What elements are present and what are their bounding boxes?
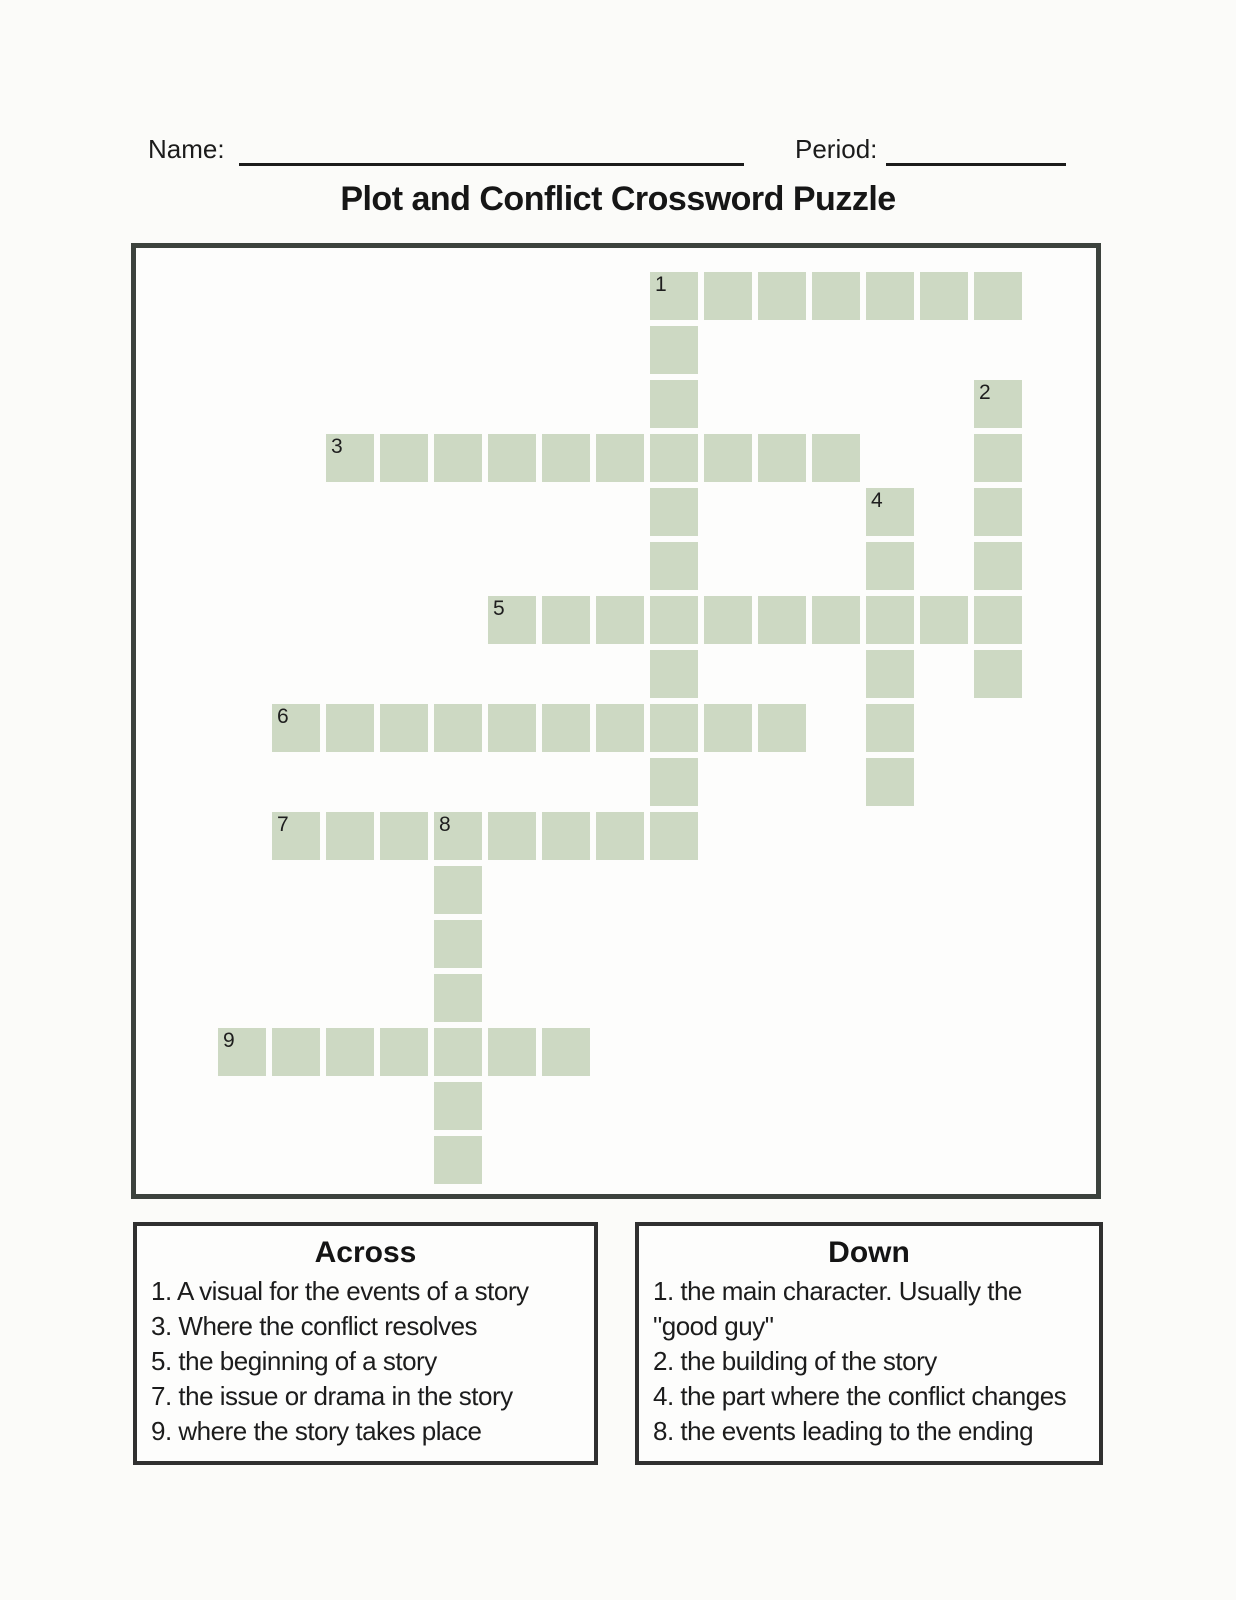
grid-cell [596, 434, 644, 482]
grid-cell [650, 650, 698, 698]
across-clue-9: 9. where the story takes place [151, 1416, 482, 1446]
grid-cell [434, 1082, 482, 1130]
grid-cell [974, 434, 1022, 482]
grid-cell [704, 272, 752, 320]
grid-cell [326, 704, 374, 752]
grid-cell [434, 704, 482, 752]
grid-cell [434, 974, 482, 1022]
grid-cell [326, 1028, 374, 1076]
down-title: Down [828, 1236, 910, 1269]
grid-cell [542, 434, 590, 482]
grid-cell [812, 434, 860, 482]
grid-cell [866, 650, 914, 698]
grid-cell [758, 704, 806, 752]
grid-cell [380, 1028, 428, 1076]
across-title: Across [314, 1236, 417, 1269]
grid-cell [974, 650, 1022, 698]
grid-cell [920, 596, 968, 644]
clue-number: 6 [277, 705, 289, 728]
across-clue-5: 5. the beginning of a story [151, 1346, 437, 1376]
grid-cell-6 [272, 704, 320, 752]
grid-cell [974, 596, 1022, 644]
grid-cell [758, 596, 806, 644]
grid-cell [434, 434, 482, 482]
name-label: Name: [148, 134, 225, 164]
grid-cell [704, 434, 752, 482]
grid-cell-2 [974, 380, 1022, 428]
grid-cell [866, 272, 914, 320]
across-clue-3: 3. Where the conflict resolves [151, 1311, 478, 1341]
across-clues-box [133, 1222, 598, 1465]
grid-cell-5 [488, 596, 536, 644]
grid-cell [542, 704, 590, 752]
grid-cell [380, 704, 428, 752]
grid-cell [650, 488, 698, 536]
grid-cell [866, 704, 914, 752]
grid-cell [272, 1028, 320, 1076]
grid-cell [650, 542, 698, 590]
period-blank-line [886, 163, 1066, 166]
grid-cell [488, 1028, 536, 1076]
grid-cell [488, 434, 536, 482]
grid-cell [974, 272, 1022, 320]
grid-cell [434, 1136, 482, 1184]
down-clue-2: 2. the building of the story [653, 1346, 937, 1376]
grid-cell [812, 272, 860, 320]
grid-cell-4 [866, 488, 914, 536]
grid-cell [650, 380, 698, 428]
grid-cell [650, 704, 698, 752]
grid-cell-8 [434, 812, 482, 860]
grid-cell [596, 704, 644, 752]
down-clue-8: 8. the events leading to the ending [653, 1416, 1034, 1446]
clue-number: 2 [979, 381, 991, 404]
page-title: Plot and Conflict Crossword Puzzle [340, 180, 896, 218]
crossword-grid [131, 243, 1101, 1199]
grid-cell [434, 866, 482, 914]
grid-cell [650, 812, 698, 860]
grid-cell [866, 596, 914, 644]
grid-cell [758, 272, 806, 320]
grid-cell [434, 1028, 482, 1076]
clue-number: 1 [655, 273, 667, 296]
grid-cell [650, 434, 698, 482]
clue-number: 7 [277, 813, 289, 836]
grid-cell [974, 542, 1022, 590]
down-clue-list [653, 1274, 1085, 1449]
across-clue-1: 1. A visual for the events of a story [151, 1276, 529, 1306]
grid-cell [920, 272, 968, 320]
clue-number: 5 [493, 597, 505, 620]
grid-cell [758, 434, 806, 482]
grid-cell-1 [650, 272, 698, 320]
grid-cell [596, 596, 644, 644]
grid-cell [326, 812, 374, 860]
grid-cell [380, 434, 428, 482]
grid-cell [704, 596, 752, 644]
grid-cell-7 [272, 812, 320, 860]
clue-number: 8 [439, 813, 451, 836]
name-blank-line [239, 163, 744, 166]
grid-cell [596, 812, 644, 860]
period-label: Period: [795, 134, 878, 164]
grid-cell [542, 1028, 590, 1076]
grid-cell [650, 596, 698, 644]
grid-cell [380, 812, 428, 860]
grid-cell [542, 812, 590, 860]
grid-cell [650, 758, 698, 806]
grid-cell [866, 542, 914, 590]
grid-cell [650, 326, 698, 374]
grid-cell [542, 596, 590, 644]
grid-cell [812, 596, 860, 644]
grid-cell-3 [326, 434, 374, 482]
down-clues-box [635, 1222, 1103, 1465]
clue-number: 9 [223, 1029, 235, 1052]
grid-cell [974, 488, 1022, 536]
grid-cell [488, 704, 536, 752]
grid-cell [704, 704, 752, 752]
across-clue-list [151, 1274, 580, 1449]
grid-cell [488, 812, 536, 860]
grid-cell-9 [218, 1028, 266, 1076]
grid-cell [434, 920, 482, 968]
clue-number: 3 [331, 435, 343, 458]
down-clue-4: 4. the part where the conflict changes [653, 1381, 1067, 1411]
grid-cell [866, 758, 914, 806]
down-clue-1: 1. the main character. Usually the "good guy" [653, 1276, 1022, 1341]
across-clue-7: 7. the issue or drama in the story [151, 1381, 513, 1411]
clue-number: 4 [871, 489, 883, 512]
